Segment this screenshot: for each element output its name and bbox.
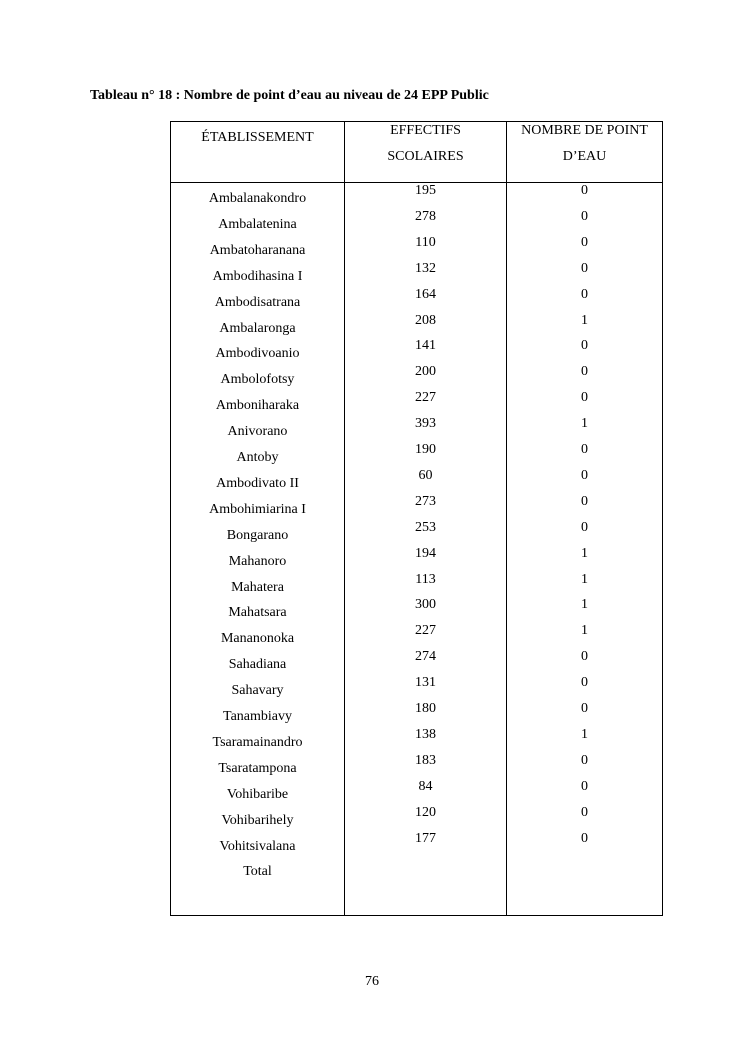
points-cell: 0 (581, 364, 588, 380)
effectifs-cell: 278 (415, 208, 436, 224)
effectifs-cell: 208 (415, 312, 436, 328)
points-cell: 0 (581, 442, 588, 457)
etablissement-cell: Tsaratampona (218, 760, 297, 776)
points-cell: 0 (581, 208, 588, 224)
points-cell: 1 (581, 416, 588, 432)
points-cell: 0 (581, 778, 588, 794)
effectifs-cell: 110 (415, 234, 436, 250)
etablissement-cell: Ambalanakondro (208, 191, 307, 206)
effectifs-cell: 141 (415, 338, 436, 354)
points-cell: 0 (581, 804, 588, 820)
etablissement-cell: Ambodihasina I (212, 268, 303, 284)
points-cell: 0 (581, 338, 588, 354)
effectifs-column (345, 183, 506, 883)
effectifs-cell: 300 (415, 597, 436, 613)
effectifs-cell: 195 (415, 183, 436, 198)
etablissement-cell: Amboniharaka (215, 398, 300, 414)
effectifs-cell: 194 (415, 545, 436, 561)
effectifs-cell: 393 (415, 416, 436, 432)
effectifs-cell: 253 (415, 519, 436, 535)
etablissement-cell: Vohibaribe (226, 786, 289, 802)
effectifs-cell: 227 (415, 623, 436, 639)
effectifs-cell: 120 (415, 804, 436, 820)
points-cell: 0 (581, 830, 588, 846)
points-cell: 1 (581, 597, 588, 613)
effectifs-cell: 60 (418, 467, 433, 483)
etablissement-cell: Tsaramainandro (212, 734, 303, 750)
points-column (507, 183, 662, 883)
etablissement-cell: Tanambiavy (223, 709, 292, 724)
header-etablissement-label: ÉTABLISSEMENT (201, 130, 314, 145)
effectifs-cell: 273 (415, 493, 436, 509)
points-cell: 1 (581, 545, 588, 561)
effectifs-cell: 183 (415, 752, 436, 768)
etablissement-cell: Ambohimiarina I (209, 501, 306, 517)
points-cell: 0 (581, 519, 588, 535)
header-effectifs (345, 122, 506, 182)
effectifs-cell: 164 (415, 286, 436, 302)
etablissement-cell: Antoby (236, 450, 279, 465)
etablissement-cell: Ambolofotsy (220, 372, 295, 388)
effectifs-cell: 113 (415, 571, 436, 587)
points-cell: 0 (581, 467, 588, 483)
effectifs-cell: 84 (418, 778, 433, 794)
effectifs-cell: 200 (415, 364, 436, 380)
points-cell: 0 (581, 649, 588, 665)
etablissement-cell: Mahatera (231, 579, 284, 595)
etablissement-cell: Sahadiana (228, 657, 287, 673)
effectifs-cell: 138 (415, 726, 436, 742)
effectifs-cell: 190 (415, 442, 436, 457)
etablissement-cell: Ambalatenina (218, 216, 297, 232)
etablissement-column (171, 183, 344, 883)
effectifs-cell: 132 (415, 260, 436, 276)
header-etablissement (171, 122, 344, 182)
etablissement-cell: Mahatsara (228, 605, 287, 621)
etablissement-cell: Sahavary (231, 683, 284, 699)
header-points-line2: D’EAU (562, 149, 607, 164)
points-cell: 0 (581, 701, 588, 716)
points-cell: 0 (581, 260, 588, 276)
etablissement-cell: Ambodisatrana (214, 294, 301, 310)
etablissement-cell: Vohitsivalana (219, 838, 296, 854)
effectifs-cell: 274 (415, 649, 436, 665)
total-label: Total (243, 864, 272, 880)
header-points-line1: NOMBRE DE POINT (521, 123, 648, 138)
etablissement-cell: Ambatoharanana (209, 242, 306, 258)
etablissement-cell: Vohibarihely (221, 812, 294, 828)
points-cell: 0 (581, 390, 588, 406)
effectifs-cell: 227 (415, 390, 436, 406)
points-cell: 0 (581, 286, 588, 302)
etablissement-cell: Mananonoka (220, 631, 295, 647)
effectifs-cell: 180 (415, 701, 436, 716)
etablissement-cell: Bongarano (226, 527, 289, 543)
effectifs-cell: 177 (415, 830, 436, 846)
points-cell: 0 (581, 183, 588, 198)
etablissement-cell: Ambalaronga (219, 320, 296, 336)
points-cell: 0 (581, 493, 588, 509)
points-cell: 1 (581, 623, 588, 639)
points-cell: 0 (581, 752, 588, 768)
points-cell: 1 (581, 571, 588, 587)
header-effectifs-line2: SCOLAIRES (387, 149, 464, 164)
etablissement-cell: Mahanoro (228, 553, 287, 569)
table-caption: Tableau n° 18 : Nombre de point d’eau au niveau de 24 EPP Public (90, 88, 489, 103)
points-cell: 0 (581, 234, 588, 250)
data-table (170, 121, 663, 916)
points-cell: 1 (581, 726, 588, 742)
points-cell: 0 (581, 675, 588, 691)
effectifs-cell: 131 (415, 675, 436, 691)
etablissement-cell: Ambodivato II (216, 475, 299, 491)
header-effectifs-line1: EFFECTIFS (390, 123, 461, 138)
points-cell: 1 (581, 312, 588, 328)
header-points (507, 122, 662, 182)
page-number: 76 (365, 974, 379, 989)
etablissement-cell: Anivorano (227, 424, 288, 440)
etablissement-cell: Ambodivoanio (215, 346, 300, 362)
